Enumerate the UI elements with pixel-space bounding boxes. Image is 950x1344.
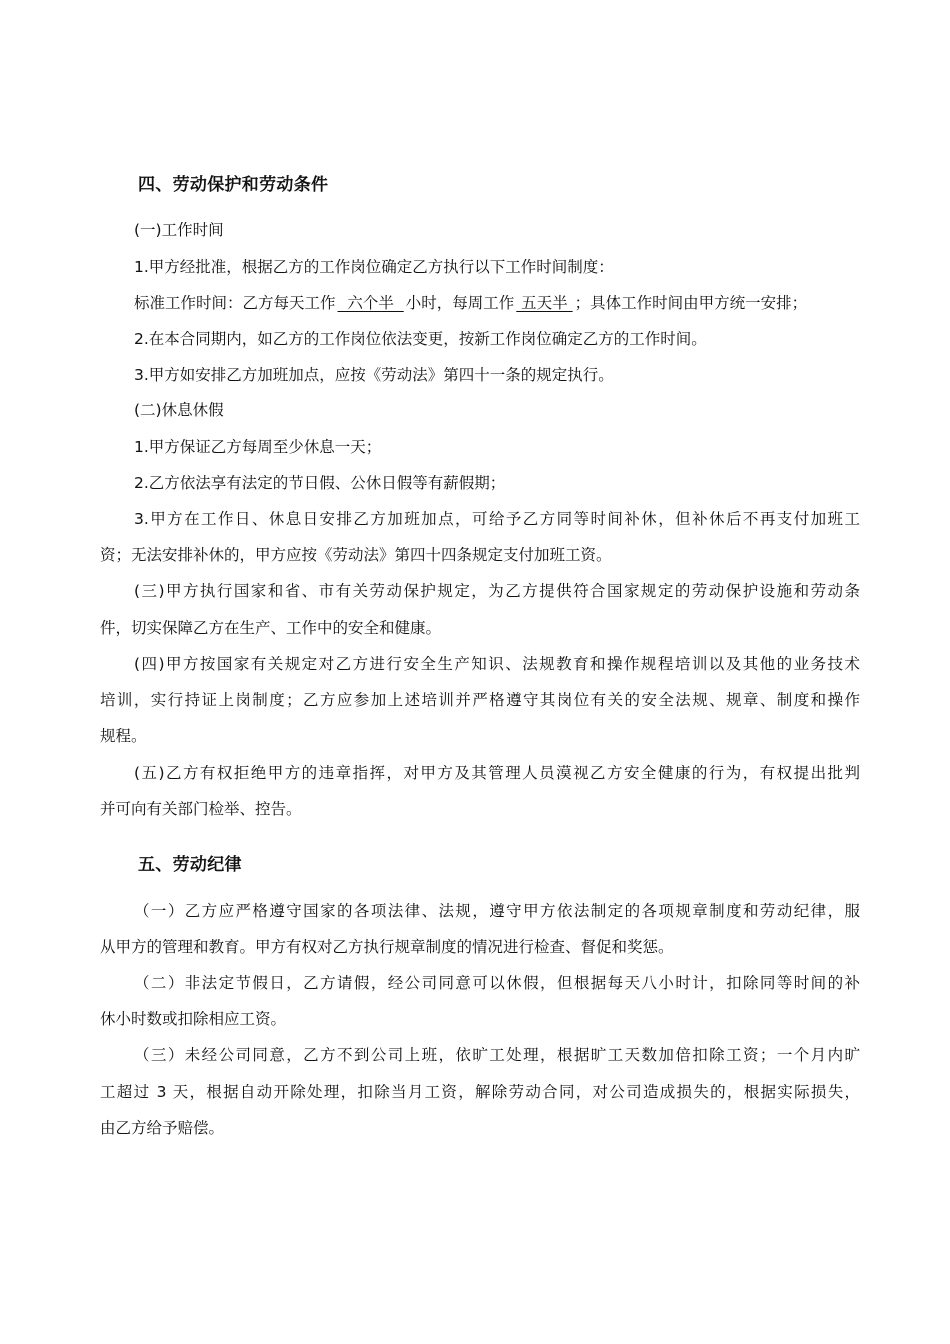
standard-work-time-mid: 小时，每周工作 bbox=[405, 294, 515, 312]
standard-work-time-line bbox=[134, 285, 860, 322]
discipline-para-3-line-3: 由乙方给予赔偿。 bbox=[100, 1119, 225, 1137]
standard-work-time-prefix: 标准工作时间：乙方每天工作 bbox=[134, 294, 336, 312]
protection-para-4-line-2: 培训，实行持证上岗制度；乙方应参加上述培训并严格遵守其岗位有关的安全法规、规章、制度和操作 bbox=[100, 691, 860, 709]
rest-item-3-line-1: 3.甲方在工作日、休息日安排乙方加班加点，可给予乙方同等时间补休，但补休后不再支付加班工 bbox=[134, 510, 860, 528]
section-4-heading: 四、劳动保护和劳动条件 bbox=[138, 175, 329, 195]
protection-para-4-line-1: (四)甲方按国家有关规定对乙方进行安全生产知识、法规教育和操作规程培训以及其他的业务技术 bbox=[134, 655, 860, 673]
section-5-heading: 五、劳动纪律 bbox=[138, 855, 242, 875]
protection-para-4-line-3: 规程。 bbox=[100, 727, 147, 745]
work-time-item-1: 1.甲方经批准，根据乙方的工作岗位确定乙方执行以下工作时间制度： bbox=[134, 258, 614, 276]
protection-para-3-line-1: (三)甲方执行国家和省、市有关劳动保护规定，为乙方提供符合国家规定的劳动保护设施和劳动条 bbox=[134, 582, 860, 600]
discipline-para-2-line-2: 休小时数或扣除相应工资。 bbox=[100, 1010, 287, 1028]
standard-work-time-suffix: ；具体工作时间由甲方统一安排； bbox=[574, 294, 808, 312]
daily-hours-value: 六个半 bbox=[337, 294, 404, 312]
protection-para-5-line-2: 并可向有关部门检举、控告。 bbox=[100, 800, 302, 818]
protection-para-3-line-2: 件，切实保障乙方在生产、工作中的安全和健康。 bbox=[100, 619, 442, 637]
rest-item-1: 1.甲方保证乙方每周至少休息一天； bbox=[134, 438, 382, 456]
discipline-para-1-line-2: 从甲方的管理和教育。甲方有权对乙方执行规章制度的情况进行检查、督促和奖惩。 bbox=[100, 938, 674, 956]
work-time-item-3: 3.甲方如安排乙方加班加点，应按《劳动法》第四十一条的规定执行。 bbox=[134, 366, 614, 384]
work-time-item-2: 2.在本合同期内，如乙方的工作岗位依法变更，按新工作岗位确定乙方的工作时间。 bbox=[134, 330, 707, 348]
discipline-para-2-line-1: （二）非法定节假日，乙方请假，经公司同意可以休假，但根据每天八小时计，扣除同等时间的补 bbox=[134, 974, 860, 992]
rest-item-2: 2.乙方依法享有法定的节日假、公休日假等有薪假期； bbox=[134, 474, 506, 492]
subsection-work-time-title: (一)工作时间 bbox=[134, 221, 224, 239]
discipline-para-3-line-1: （三）未经公司同意，乙方不到公司上班，依旷工处理，根据旷工天数加倍扣除工资；一个月内旷 bbox=[134, 1046, 860, 1064]
protection-para-5-line-1: (五)乙方有权拒绝甲方的违章指挥，对甲方及其管理人员漠视乙方安全健康的行为，有权提出批判 bbox=[134, 764, 860, 782]
rest-item-3-line-2: 资；无法安排补休的，甲方应按《劳动法》第四十四条规定支付加班工资。 bbox=[100, 546, 612, 564]
subsection-rest-title: (二)休息休假 bbox=[134, 401, 224, 419]
discipline-para-1-line-1: （一）乙方应严格遵守国家的各项法律、法规，遵守甲方依法制定的各项规章制度和劳动纪律，服 bbox=[134, 902, 860, 920]
discipline-para-3-line-2: 工超过 3 天，根据自动开除处理，扣除当月工资，解除劳动合同，对公司造成损失的，根据实际损失， bbox=[100, 1083, 860, 1101]
weekly-days-value: 五天半 bbox=[516, 294, 573, 312]
